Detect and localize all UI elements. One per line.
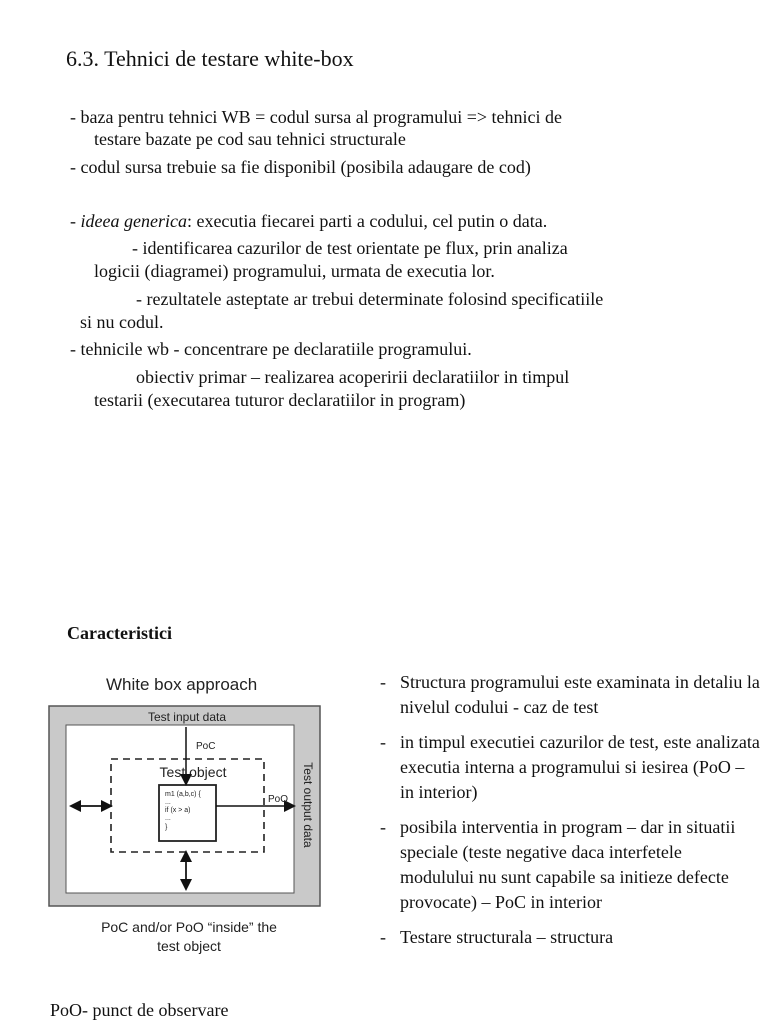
white-box-diagram: [48, 705, 323, 910]
bullet-dash: -: [380, 927, 386, 947]
bullet-text: Structura programului este examinata in detaliu la nivelul codului - caz de test: [400, 672, 760, 717]
code-line-5: }: [165, 824, 168, 831]
wb-line-2: obiectiv primar – realizarea acoperirii declaratiilor in timpul: [136, 367, 570, 387]
page-title: 6.3. Tehnici de testare white-box: [66, 46, 354, 71]
characteristics-heading: Caracteristici: [67, 623, 172, 643]
figure-caption: PoC and/or PoO “inside” the test object: [101, 919, 277, 954]
list-item: [380, 925, 760, 950]
bullet-dash: -: [380, 817, 386, 837]
idea-prefix: -: [70, 211, 81, 231]
test-object-label: Test object: [159, 764, 227, 780]
poo-definition: PoO- punct de observare: [50, 1000, 229, 1020]
idea-sub-line-1: - identificarea cazurilor de test orientate pe flux, prin analiza: [132, 238, 568, 258]
idea-sub-line-3: - rezultatele asteptate ar trebui determinate folosind specificatiile: [136, 289, 604, 309]
intro-line-3: - codul sursa trebuie sa fie disponibil (posibila adaugare de cod): [70, 157, 531, 177]
code-line-1: m1 (a,b,c) {: [165, 791, 201, 798]
intro-line-1: - baza pentru tehnici WB = codul sursa al programului => tehnici de: [70, 107, 562, 127]
code-line-3: if (x > a): [165, 807, 191, 814]
wb-line-1: - tehnicile wb - concentrare pe declaratiile programului.: [70, 339, 472, 359]
wb-line-3: testarii (executarea tuturor declaratiilor in program): [94, 390, 466, 410]
output-label: Test output data: [301, 762, 315, 848]
poo-label: PoO: [268, 794, 289, 805]
poc-label: PoC: [196, 741, 216, 752]
list-item: [380, 670, 760, 720]
idea-rest: : executia fiecarei parti a codului, cel putin o data.: [186, 211, 548, 231]
idea-sub-line-2: logicii (diagramei) programului, urmata de executia lor.: [94, 261, 495, 281]
bullet-dash: -: [380, 732, 386, 752]
list-item: [380, 815, 760, 915]
bullet-text: posibila interventia in program – dar in situatii speciale (teste negative daca interfetele modulului nu sunt capabile sa initieze defecte provocate) – PoC in interior: [400, 817, 736, 912]
code-line-2: ...: [165, 799, 171, 806]
bullet-text: in timpul executiei cazurilor de test, este analizata executia interna a programului si iesirea (PoO – in interior): [400, 732, 760, 802]
idea-line: [70, 211, 547, 231]
list-item: [380, 730, 760, 805]
idea-italic: ideea generica: [80, 211, 187, 231]
intro-line-2: testare bazate pe cod sau tehnici structurale: [94, 129, 406, 149]
code-line-4: ...: [165, 815, 171, 822]
idea-sub-line-4: si nu codul.: [80, 312, 164, 332]
bullet-text: Testare structurala – structura: [400, 927, 614, 947]
characteristics-list: [380, 670, 760, 960]
bullet-dash: -: [380, 672, 386, 692]
input-label: Test input data: [147, 710, 227, 724]
figure-title: White box approach: [106, 675, 258, 694]
